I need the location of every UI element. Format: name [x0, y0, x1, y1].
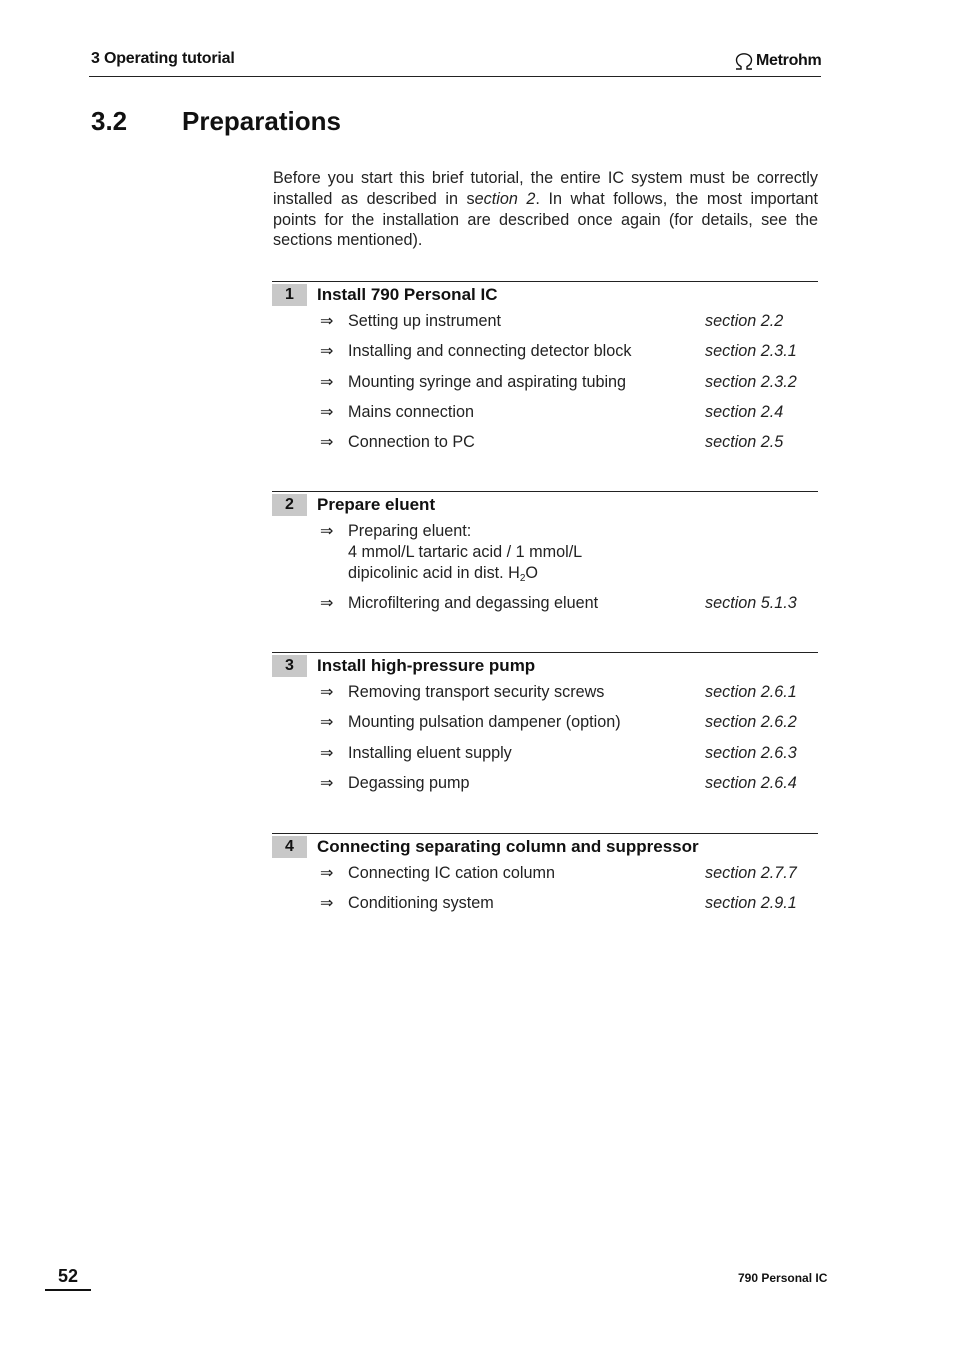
section-reference: section 2.6.1: [705, 683, 797, 701]
item-text: Connection to PC: [348, 433, 475, 452]
arrow-icon: ⇒: [320, 864, 334, 882]
list-item: [272, 372, 818, 402]
step-number: 4: [272, 836, 307, 858]
intro-paragraph: [273, 168, 818, 251]
item-text: Mounting pulsation dampener (option): [348, 713, 621, 732]
item-text: Connecting IC cation column: [348, 864, 555, 882]
item-text: [348, 521, 688, 583]
step-header: [272, 835, 818, 859]
arrow-icon: ⇒: [320, 372, 334, 391]
intro-text-after: . In what follows, the most important points for the installation are described once again (for details, see the sections mentioned).: [273, 189, 818, 250]
step-header: [272, 493, 818, 517]
item-text: Mounting syringe and aspirating tubing: [348, 372, 627, 391]
page-number: 52: [57, 1266, 79, 1286]
section-reference: section 2.5: [705, 433, 784, 452]
item-text: Installing eluent supply: [348, 743, 512, 762]
list-item: [272, 341, 818, 371]
omega-icon: [733, 52, 755, 70]
footer-rule: [45, 1289, 91, 1291]
arrow-icon: ⇒: [320, 312, 334, 330]
item-text: Mains connection: [348, 402, 474, 421]
item-text: Degassing pump: [348, 773, 470, 792]
step-rule: [272, 833, 818, 834]
list-item: [272, 712, 818, 742]
arrow-icon: ⇒: [320, 743, 334, 762]
step-number: 1: [272, 284, 307, 306]
section-reference: section 2.6.3: [705, 743, 797, 762]
list-item: [272, 311, 818, 341]
item-text-line: 4 mmol/L tartaric acid / 1 mmol/L: [348, 542, 583, 561]
section-reference: section 2.6.4: [705, 773, 797, 792]
step-rule: [272, 491, 818, 492]
section-number: 3.2: [91, 106, 128, 136]
step-2: [272, 491, 818, 623]
step-3: [272, 652, 818, 803]
footer-product-name: 790 Personal IC: [738, 1271, 828, 1285]
arrow-icon: ⇒: [320, 683, 334, 701]
step-rule: [272, 652, 818, 653]
list-item: [272, 521, 818, 593]
section-reference: section 2.3.2: [705, 372, 797, 391]
intro-text-before: Before you start this brief tutorial, the entire IC system must be correctly installed as described in s: [273, 169, 818, 208]
logo-text: Metrohm: [756, 52, 822, 69]
step-title: Install 790 Personal IC: [317, 285, 498, 304]
list-item: [272, 893, 818, 923]
section-heading: [91, 106, 341, 137]
arrow-icon: ⇒: [320, 713, 334, 732]
arrow-icon: ⇒: [320, 894, 334, 913]
arrow-icon: ⇒: [320, 433, 334, 452]
item-text: Setting up instrument: [348, 312, 501, 330]
step-title: Connecting separating column and suppressor: [317, 837, 699, 856]
section-reference: section 2.9.1: [705, 894, 797, 913]
metrohm-logo: [733, 50, 821, 72]
step-title: Prepare eluent: [317, 495, 436, 514]
section-reference: section 2.6.2: [705, 713, 797, 732]
subscript: 2: [519, 572, 526, 584]
chapter-header: 3 Operating tutorial: [91, 50, 235, 67]
arrow-icon: ⇒: [320, 773, 334, 792]
step-header: [272, 283, 818, 307]
section-reference: section 2.3.1: [705, 342, 797, 361]
section-reference: section 2.4: [705, 402, 784, 421]
item-text-line: Preparing eluent:: [348, 522, 472, 540]
item-text-line: dipicolinic acid in dist. H: [348, 563, 520, 582]
step-rule: [272, 281, 818, 282]
step-1: [272, 281, 818, 462]
list-item: [272, 682, 818, 712]
section-title: Preparations: [182, 106, 341, 136]
arrow-icon: ⇒: [320, 342, 334, 361]
item-text: Removing transport security screws: [348, 683, 605, 701]
item-text-line: O: [525, 563, 538, 582]
section-reference: section 5.1.3: [705, 594, 797, 612]
item-text: Installing and connecting detector block: [348, 342, 632, 361]
list-item: [272, 773, 818, 803]
arrow-icon: ⇒: [320, 522, 334, 540]
arrow-icon: ⇒: [320, 402, 334, 421]
header-rule: [89, 76, 821, 77]
step-4: [272, 833, 818, 924]
arrow-icon: ⇒: [320, 594, 334, 612]
intro-section-reference: ection 2: [474, 189, 536, 208]
list-item: [272, 743, 818, 773]
list-item: [272, 863, 818, 893]
list-item: [272, 593, 818, 623]
item-text: Conditioning system: [348, 894, 494, 913]
step-title: Install high-pressure pump: [317, 656, 536, 675]
item-text: Microfiltering and degassing eluent: [348, 594, 599, 612]
list-item: [272, 402, 818, 432]
section-reference: section 2.7.7: [705, 864, 797, 882]
list-item: [272, 432, 818, 462]
step-number: 2: [272, 494, 307, 516]
step-header: [272, 654, 818, 678]
section-reference: section 2.2: [705, 312, 784, 330]
step-number: 3: [272, 655, 307, 677]
